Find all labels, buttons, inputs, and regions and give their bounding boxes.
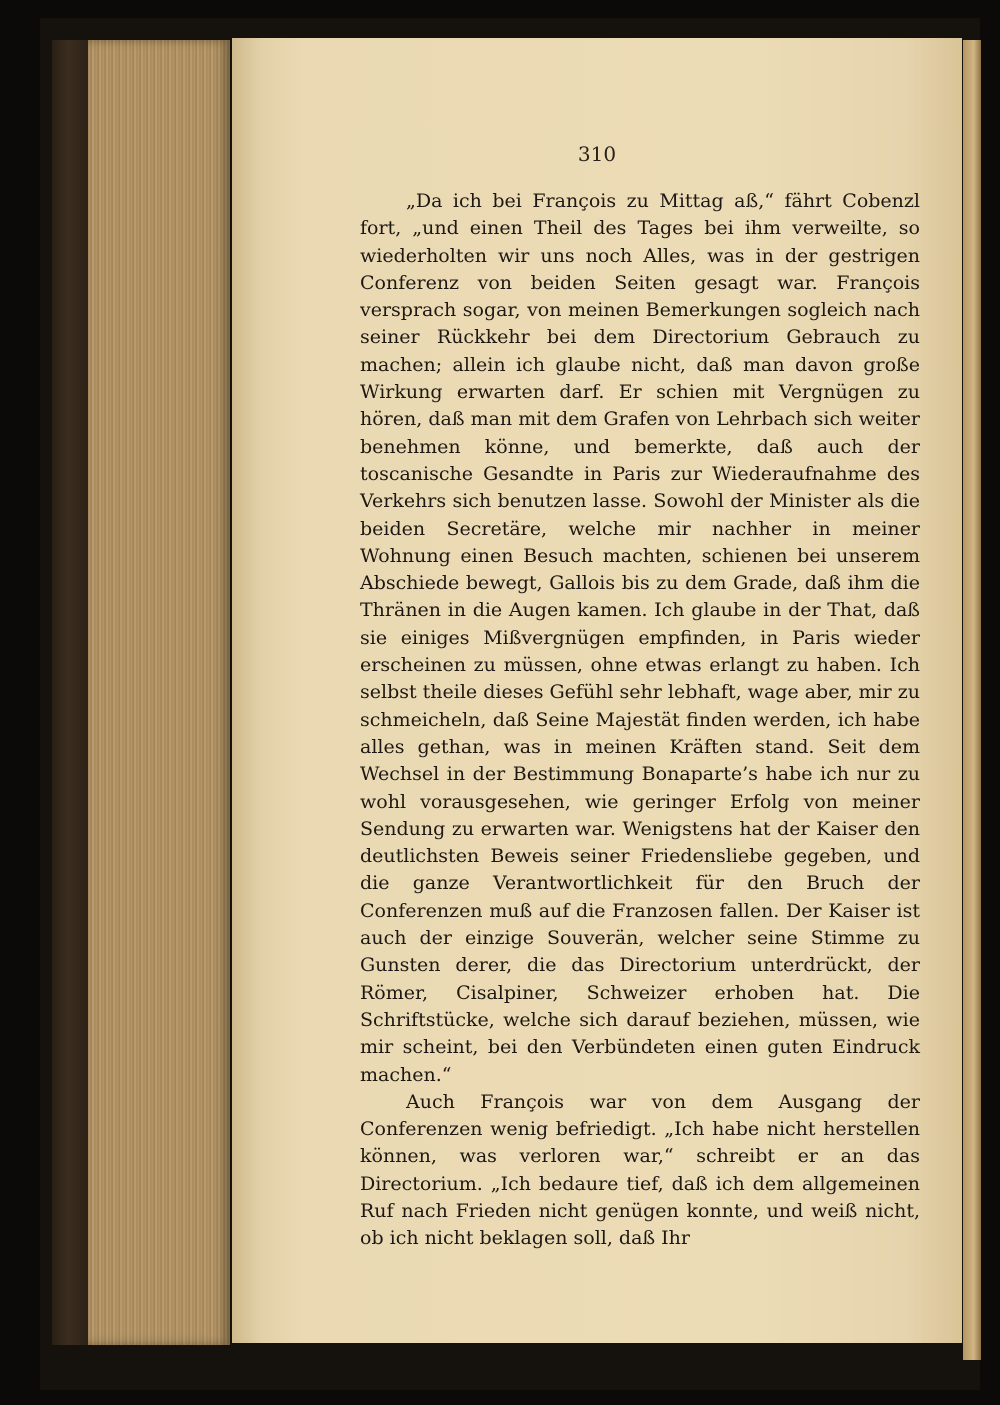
book-cover-edge xyxy=(52,40,92,1345)
page-edges xyxy=(88,40,230,1345)
book-page xyxy=(232,38,962,1343)
page-text xyxy=(360,188,920,1253)
paragraph-2: Auch François war von dem Ausgang der Conferenzen wenig befriedigt. „Ich habe nicht herstellen können, was verloren war,“ schreibt er an das Directorium. „Ich bedaure tief, daß ich dem allgemeinen Ruf nach Frieden nicht genügen konnte, und weiß nicht, ob ich nicht beklagen soll, daß Ihr xyxy=(360,1090,920,1250)
page-number: 310 xyxy=(577,142,617,166)
facing-page-edge xyxy=(963,40,981,1360)
paragraph-1: „Da ich bei François zu Mittag aß,“ fährt Cobenzl fort, „und einen Theil des Tages bei ihm verweilte, so wiederholten wir uns noch Alles, was in der gestrigen Conferenz von beiden Seiten gesagt war. François versprach sogar, von meinen Bemerkungen sogleich nach seiner Rückkehr bei dem Directorium Gebrauch zu machen; allein ich glaube nicht, daß man davon große Wirkung erwarten darf. Er schien mit Vergnügen zu hören, daß man mit dem Grafen von Lehrbach sich weiter benehmen könne, und bemerkte, daß auch der toscanische Gesandte in Paris zur Wiederaufnahme des Verkehrs sich benutzen lasse. Sowohl der Minister als die beiden Secretäre, welche mir nachher in meiner Wohnung einen Besuch machten, schienen bei unserem Abschiede bewegt, Gallois bis zu dem Grade, daß ihm die Thränen in die Augen kamen. Ich glaube in der That, daß sie einiges Mißvergnügen empfinden, in Paris wieder erscheinen zu müssen, ohne etwas erlangt zu haben. Ich selbst theile dieses Gefühl sehr lebhaft, wage aber, mir zu schmeicheln, daß Seine Majestät finden werden, ich habe alles gethan, was in meinen Kräften stand. Seit dem Wechsel in der Bestimmung Bonaparte’s habe ich nur zu wohl vorausgesehen, wie geringer Erfolg von meiner Sendung zu erwarten war. Wenigstens hat der Kaiser den deutlichsten Beweis seiner Friedensliebe gegeben, und die ganze Verantwortlichkeit für den Bruch der Conferenzen muß auf die Franzosen fallen. Der Kaiser ist auch der einzige Souverän, welcher seine Stimme zu Gunsten derer, die das Directorium unterdrückt, der Römer, Cisalpiner, Schweizer erhoben hat. Die Schriftstücke, welche sich darauf beziehen, müssen, wie mir scheint, bei den Verbündeten einen guten Eindruck machen.“ xyxy=(360,190,920,1086)
